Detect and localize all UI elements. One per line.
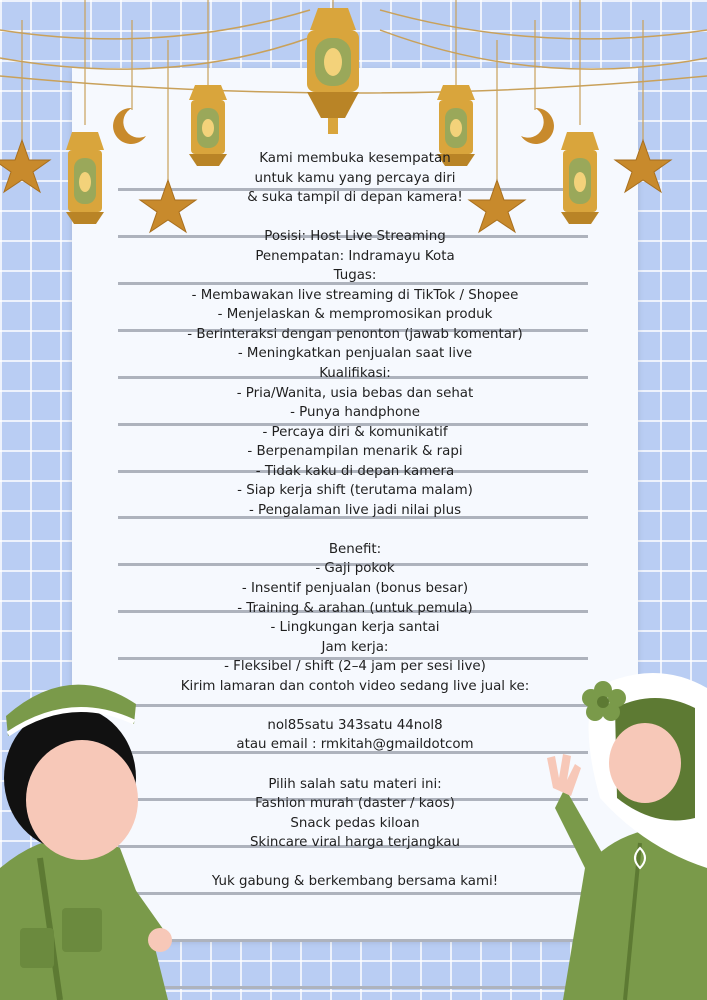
text-line: Skincare viral harga terjangkau: [249, 835, 461, 851]
text-line: nol85satu 343satu 44nol8: [267, 717, 443, 733]
text-line: - Meningkatkan penjualan saat live: [237, 346, 473, 362]
blank-line: [110, 520, 600, 540]
text-line: - Training & arahan (untuk pemula): [237, 600, 473, 616]
text-line: Kirim lamaran dan contoh video sedang live jual ke:: [180, 678, 530, 694]
text-line: - Pengalaman live jadi nilai plus: [248, 502, 462, 518]
text-line: - Fleksibel / shift (2–4 jam per sesi live): [224, 659, 486, 675]
text-line: - Insentif penjualan (bonus besar): [241, 581, 469, 597]
text-line: Penempatan: Indramayu Kota: [255, 248, 455, 264]
text-line: - Pria/Wanita, usia bebas dan sehat: [236, 385, 474, 401]
text-line: - Membawakan live streaming di TikTok / Shopee: [191, 287, 519, 303]
blank-line: [110, 208, 600, 228]
text-line: - Punya handphone: [290, 405, 420, 421]
crescent-moon-icon: [521, 108, 554, 144]
girl-illustration: [545, 668, 707, 1000]
lantern-icon: [307, 8, 359, 134]
lantern-icon: [66, 132, 104, 224]
text-line: untuk kamu yang percaya diri: [254, 170, 456, 186]
text-line: - Siap kerja shift (terutama malam): [237, 483, 473, 499]
text-line: Snack pedas kiloan: [290, 815, 420, 831]
text-line: - Gaji pokok: [315, 561, 395, 577]
text-line: Tugas:: [333, 268, 377, 284]
text-line: - Menjelaskan & mempromosikan produk: [217, 307, 493, 323]
crescent-moon-icon: [113, 108, 146, 144]
text-line: Jam kerja:: [321, 639, 389, 655]
text-line: Posisi: Host Live Streaming: [264, 229, 446, 245]
text-line: - Lingkungan kerja santai: [270, 620, 440, 636]
text-line: - Berpenampilan menarik & rapi: [247, 444, 463, 460]
text-line: Benefit:: [328, 541, 382, 557]
text-line: & suka tampil di depan kamera!: [247, 190, 463, 206]
text-line: Kualifikasi:: [319, 366, 391, 382]
text-line: Pilih salah satu materi ini:: [268, 776, 442, 792]
star-icon: [0, 140, 50, 192]
text-line: - Berinteraksi dengan penonton (jawab komentar): [187, 326, 523, 342]
text-line: Kami membuka kesempatan: [259, 151, 451, 166]
text-line: - Percaya diri & komunikatif: [262, 424, 448, 440]
text-line: atau email : rmkitah@gmaildotcom: [236, 737, 474, 753]
text-line: Yuk gabung & berkembang bersama kami!: [211, 874, 499, 890]
text-line: Fashion murah (daster / kaos): [255, 796, 455, 812]
boy-illustration: [0, 668, 190, 1000]
text-line: - Tidak kaku di depan kamera: [255, 463, 455, 479]
star-icon: [615, 140, 671, 192]
